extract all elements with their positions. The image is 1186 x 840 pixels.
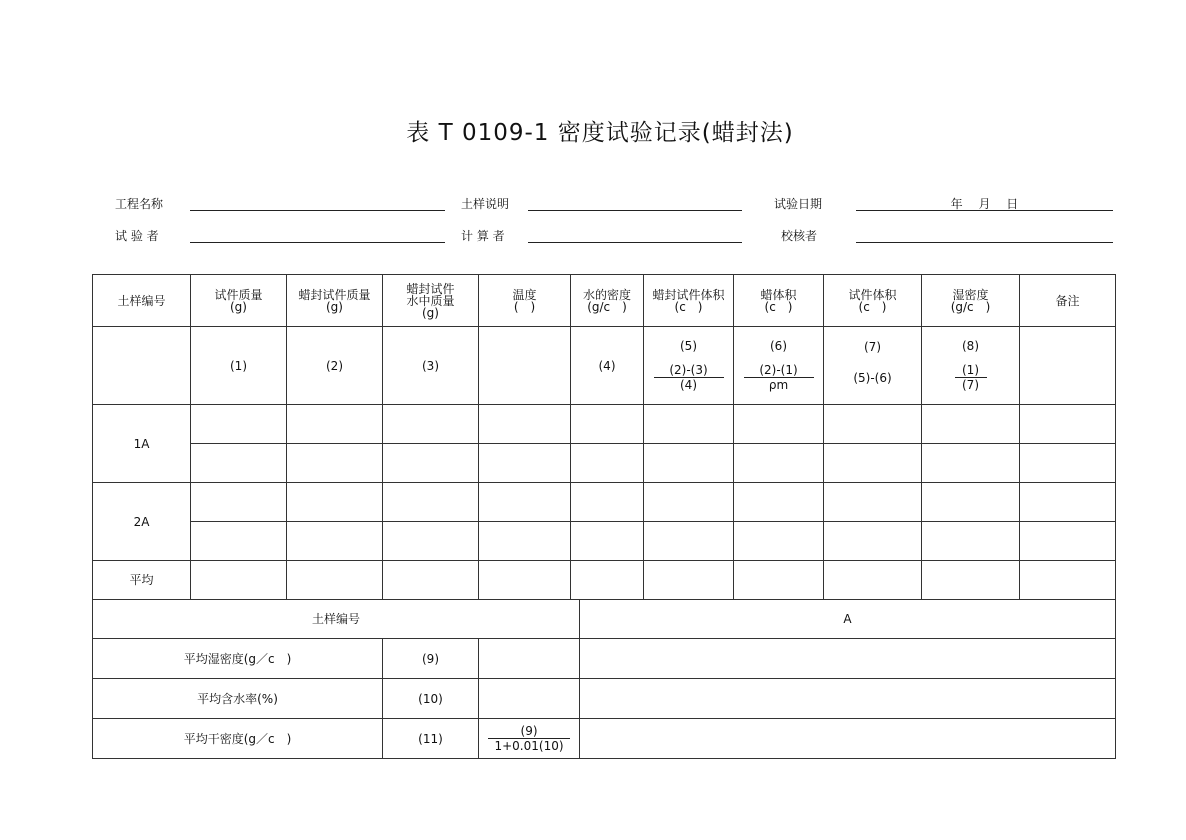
page-title: 表 T 0109-1 密度试验记录(蜡封法) [406,120,794,146]
formula-5: (5) $\frac{(2)-(3)}{(4)}$ [644,327,734,405]
summary-header-row [93,600,1116,639]
tester-field[interactable] [190,242,445,243]
avg-moisture-code: (10) [383,679,479,719]
formula-7: (7) (5)-(6) [824,327,922,405]
header-waxed-volume: 蜡封试件体积 (c ) [644,275,734,327]
project-name-label: 工程名称 [115,197,164,211]
project-name-field[interactable] [190,210,445,211]
checker-field[interactable] [856,242,1113,243]
average-label: 平均 [93,561,191,600]
header-wax-volume: 蜡体积 (c ) [734,275,824,327]
table-row [93,522,1116,561]
summary-sample-no-value: A [580,600,1116,639]
sample-desc-field[interactable] [528,210,742,211]
date-placeholder: 年 月 日 [950,197,1019,211]
summary-row [93,719,1116,759]
header-specimen-volume: 试件体积 (c ) [824,275,922,327]
avg-dry-density-code: (11) [383,719,479,759]
formula-3: (3) [383,327,479,405]
header-temperature: 温度 ( ) [479,275,571,327]
header-remarks: 备注 [1020,275,1116,327]
header-water-density: 水的密度 (g/c ) [571,275,644,327]
calculator-field[interactable] [528,242,742,243]
header-sample-no: 土样编号 [93,275,191,327]
summary-sample-no-label: 土样编号 [93,600,580,639]
sample-1a: 1A [93,405,191,483]
formula-row [93,327,1116,405]
header-waxed-water-mass: 蜡封试件 水中质量 (g) [383,275,479,327]
header-wet-density: 湿密度 (g/c ) [922,275,1020,327]
summary-table [92,599,1116,759]
table-row [93,444,1116,483]
calculator-label: 计 算 者 [461,229,505,243]
sample-2a: 2A [93,483,191,561]
avg-moisture-label: 平均含水率(%) [93,679,383,719]
header-row [93,275,1116,327]
table-row [93,483,1116,522]
avg-wet-density-code: (9) [383,639,479,679]
formula-8: (8) $\frac{(1)}{(7)}$ [922,327,1020,405]
formula-1: (1) [191,327,287,405]
formula-2: (2) [287,327,383,405]
avg-dry-density-label: 平均干密度(g／c ) [93,719,383,759]
header-waxed-mass: 蜡封试件质量 (g) [287,275,383,327]
average-row [93,561,1116,600]
formula-4: (4) [571,327,644,405]
sample-desc-label: 土样说明 [461,197,510,211]
main-table [92,274,1116,600]
summary-row [93,639,1116,679]
tester-label: 试 验 者 [115,229,159,243]
formula-6: (6) $\frac{(2)-(1)}{\rho m}$ [734,327,824,405]
avg-dry-density-formula: $\frac{(9)}{1+0.01(10)}$ [479,719,580,759]
avg-wet-density-label: 平均湿密度(g／c ) [93,639,383,679]
test-date-label: 试验日期 [774,197,823,211]
header-specimen-mass: 试件质量 (g) [191,275,287,327]
table-row [93,405,1116,444]
summary-row [93,679,1116,719]
checker-label: 校核者 [781,229,818,243]
